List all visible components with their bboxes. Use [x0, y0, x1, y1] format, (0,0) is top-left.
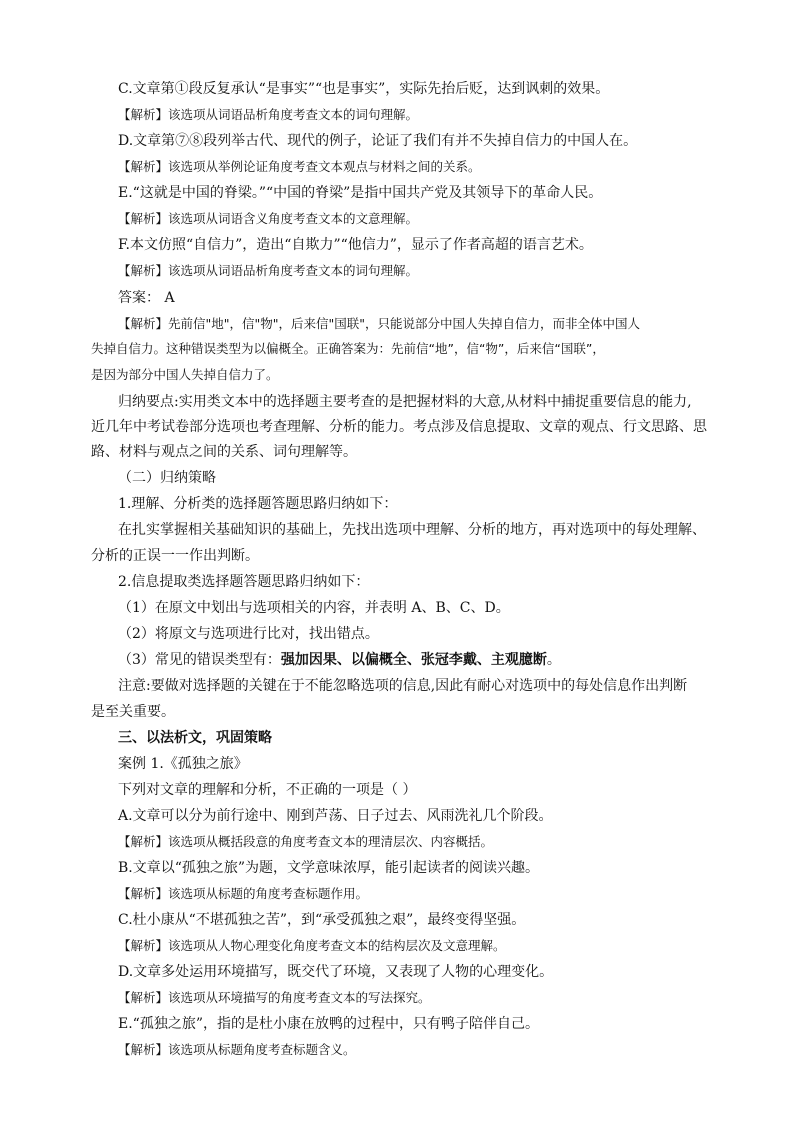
text-line: [118, 236, 593, 254]
analysis-note-line: [118, 1041, 356, 1059]
line-text: 【解析】先前信"地"，信"物"，后来信"国联"，只能说部分中国人失掉自信力，而非全体中国人: [118, 316, 640, 331]
text-line: [118, 729, 272, 747]
line-text: B.文章以“孤独之旅”为题，文学意味浓厚，能引起读者的阅读兴趣。: [118, 860, 540, 876]
text-line: [118, 807, 553, 825]
line-text: 【解析】该选项从标题的角度考查标题作用。: [118, 886, 369, 901]
text-line: [118, 132, 637, 150]
line-text: D.文章第⑦⑧段列举古代、现代的例子，论证了我们有并不失掉自信力的中国人在。: [118, 133, 638, 149]
analysis-note-line: [118, 833, 493, 851]
text-line: [118, 573, 369, 591]
line-text: 【解析】该选项从人物心理变化角度考查文本的结构层次及文意理解。: [118, 938, 506, 953]
text-line: [118, 495, 397, 513]
text-line: [118, 393, 692, 411]
text-line: [91, 443, 357, 461]
line-text: 【解析】该选项从概括段意的角度考查文本的理清层次、内容概括。: [118, 834, 494, 849]
line-tail: 。: [546, 652, 561, 668]
analysis-note-line: [118, 315, 640, 333]
text-line: [118, 677, 687, 695]
analysis-note-line: [118, 210, 418, 228]
text-line: [118, 80, 609, 98]
analysis-note-line: [118, 885, 368, 903]
line-text: 2.信息提取类选择题答题思路归纳如下：: [118, 574, 370, 590]
line-text: 失掉自信力。这种错误类型为以偏概全。正确答案为：先前信“地”，信“物”，后来信“国联”，: [91, 341, 605, 356]
line-text: E.“孤独之旅”，指的是杜小康在放鸭的过程中，只有鸭子陪伴自己。: [118, 1016, 539, 1032]
analysis-note-line: [118, 158, 481, 176]
error-types-emphasis: 强加因果、以偏概全、张冠李戴、主观臆断: [280, 652, 547, 668]
analysis-note-line: [118, 262, 418, 280]
text-line: [118, 781, 416, 799]
line-text: 路、材料与观点之间的关系、词句理解等。: [91, 444, 357, 460]
line-text: 注意:要做对选择题的关键在于不能忽略选项的信息,因此有耐心对选项中的每处信息作出判断: [118, 678, 688, 694]
line-text: 【解析】该选项从词语品析角度考查文本的词句理解。: [118, 107, 419, 122]
line-text: 案例 1.《孤独之旅》: [118, 756, 248, 772]
analysis-note-line: [118, 989, 431, 1007]
text-line: [118, 184, 602, 202]
line-text: 三、以法析文，巩固策略: [118, 730, 272, 746]
line-text: D.文章多处运用环境描写，既交代了环境，又表现了人物的心理变化。: [118, 964, 554, 980]
line-text: 归纳要点:实用类文本中的选择题主要考查的是把握材料的大意,从材料中捕捉重要信息的能力,: [118, 394, 692, 410]
text-line: [118, 1015, 539, 1033]
line-text: 【解析】该选项从标题角度考查标题含义。: [118, 1042, 356, 1057]
text-line: [91, 547, 259, 565]
analysis-note-line: [118, 937, 506, 955]
text-line: [91, 703, 175, 721]
line-text: 下列对文章的理解和分析，不正确的一项是（ ）: [118, 782, 417, 798]
text-line: [118, 651, 561, 669]
line-text: 在扎实掌握相关基础知识的基础上，先找出选项中理解、分析的地方，再对选项中的每处理解、: [118, 522, 706, 538]
text-line: [91, 418, 707, 436]
text-line: [118, 755, 248, 773]
line-text: 是至关重要。: [91, 704, 175, 720]
analysis-note-line: [91, 366, 279, 384]
line-text: 【解析】该选项从环境描写的角度考查文本的写法探究。: [118, 990, 431, 1005]
line-text: F.本文仿照“自信力”，造出“自欺力”“他信力”，显示了作者高超的语言艺术。: [118, 237, 593, 253]
text-line: [118, 963, 553, 981]
line-text: E.“这就是中国的脊梁。”“中国的脊梁”是指中国共产党及其领导下的革命人民。: [118, 185, 603, 201]
analysis-note-line: [118, 106, 418, 124]
line-text: 【解析】该选项从举例论证角度考查文本观点与材料之间的关系。: [118, 159, 481, 174]
line-text: 是因为部分中国人失掉自信力了。: [91, 367, 279, 382]
line-text: 【解析】该选项从词语含义角度考查文本的文意理解。: [118, 211, 419, 226]
text-line: [118, 859, 539, 877]
line-text: 分析的正误一一作出判断。: [91, 548, 259, 564]
text-line: [118, 599, 510, 617]
line-text: C.杜小康从“不堪孤独之苦”，到“承受孤独之艰”，最终变得坚强。: [118, 912, 526, 928]
line-text: 【解析】该选项从词语品析角度考查文本的词句理解。: [118, 263, 419, 278]
text-line: [118, 521, 706, 539]
line-text: （3）常见的错误类型有：: [118, 652, 281, 668]
analysis-note-line: [91, 340, 605, 358]
text-line: [118, 911, 525, 929]
line-text: 答案： A: [118, 290, 175, 306]
text-line: [118, 625, 379, 643]
line-text: A.文章可以分为前行途中、刚到芦荡、日子过去、风雨洗礼几个阶段。: [118, 808, 553, 824]
line-text: （2）将原文与选项进行比对，找出错点。: [118, 626, 379, 642]
line-text: 近几年中考试卷部分选项也考查理解、分析的能力。考点涉及信息提取、文章的观点、行文思路、思: [91, 419, 707, 435]
line-text: 1.理解、分析类的选择题答题思路归纳如下：: [118, 496, 398, 512]
line-text: （二）归纳策略: [118, 470, 216, 486]
text-line: [118, 289, 175, 307]
text-line: [118, 469, 216, 487]
line-text: C.文章第①段反复承认“是事实”“也是事实”，实际先抬后贬，达到讽刺的效果。: [118, 81, 610, 97]
line-text: （1）在原文中划出与选项相关的内容，并表明 A、B、C、D。: [118, 600, 510, 616]
